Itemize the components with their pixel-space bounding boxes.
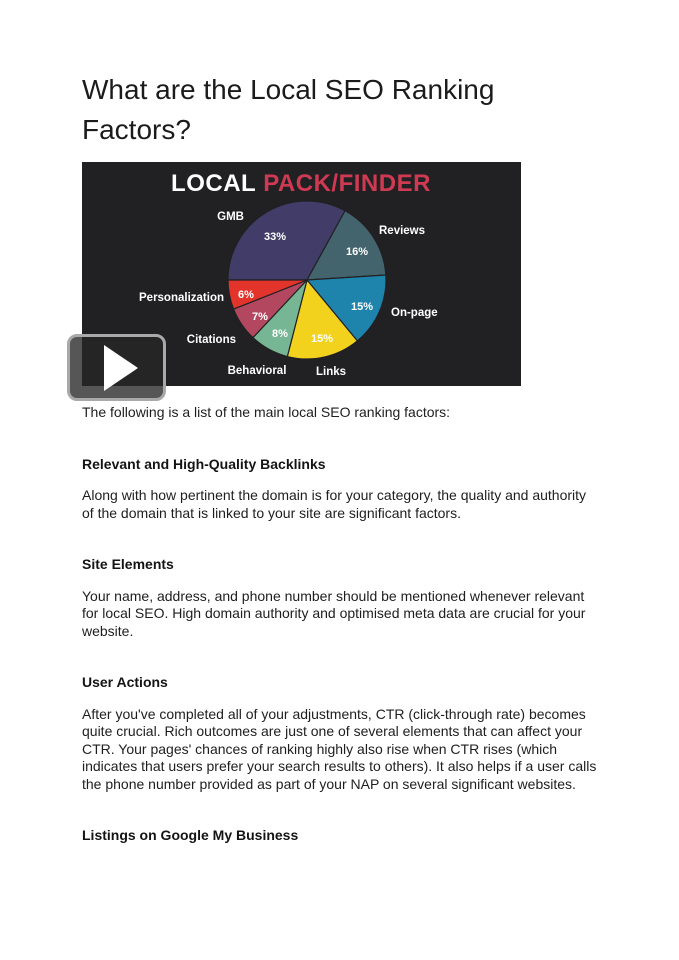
pie-category-label-behavioral: Behavioral [227, 365, 287, 377]
pie-category-label-links: Links [315, 366, 347, 378]
pie-pct-label-citations: 7% [252, 311, 268, 323]
pie-pct-label-gmb: 33% [263, 231, 287, 243]
pie-pct-label-personalization: 6% [238, 289, 254, 301]
section-user-actions [82, 674, 597, 793]
pie-category-label-citations: Citations [186, 334, 236, 346]
pie-pct-label-on-page: 15% [350, 301, 374, 313]
section-heading: Listings on Google My Business [82, 827, 299, 843]
section-body: Your name, address, and phone number should be mentioned whenever relevant for local SEO. High domain authority and optimised meta data are crucial for your website. [82, 587, 586, 639]
pie-pct-label-reviews: 16% [345, 246, 369, 258]
section-body: After you've completed all of your adjustments, CTR (click-through rate) becomes quite crucial. Rich outcomes are just one of several elements that can affect your CTR. Your pages' chances of ranking highly also rise when CTR rises (which indicates that users prefer your search results to others). It also helps if a user calls the phone number provided as part of your NAP on several significant websites. [82, 705, 597, 792]
pie-pct-label-links: 15% [310, 333, 334, 345]
pie-category-label-on-page: On-page [391, 307, 438, 319]
play-icon [104, 345, 138, 391]
pie-category-label-reviews: Reviews [379, 225, 426, 237]
section-site-elements [82, 556, 597, 640]
pie-category-label-gmb: GMB [217, 211, 244, 223]
chart-title [171, 170, 431, 197]
chart-title-local: LOCAL [171, 170, 257, 197]
section-heading: Site Elements [82, 556, 174, 572]
chart-title-rest: PACK/FINDER [263, 170, 431, 197]
section-heading: User Actions [82, 674, 168, 690]
section-body: Along with how pertinent the domain is for your category, the quality and authority of the domain that is linked to your site are significant factors. [82, 487, 587, 521]
pie-pct-label-behavioral: 8% [272, 328, 288, 340]
pie-category-label-personalization: Personalization [139, 292, 224, 304]
section-gmb-listings [82, 827, 597, 845]
video-play-button[interactable] [67, 334, 166, 401]
page-title: What are the Local SEO Ranking Factors? [82, 74, 495, 145]
section-heading: Relevant and High-Quality Backlinks [82, 455, 326, 472]
section-backlinks [82, 456, 597, 523]
intro-text: The following is a list of the main local SEO ranking factors: [82, 404, 451, 420]
